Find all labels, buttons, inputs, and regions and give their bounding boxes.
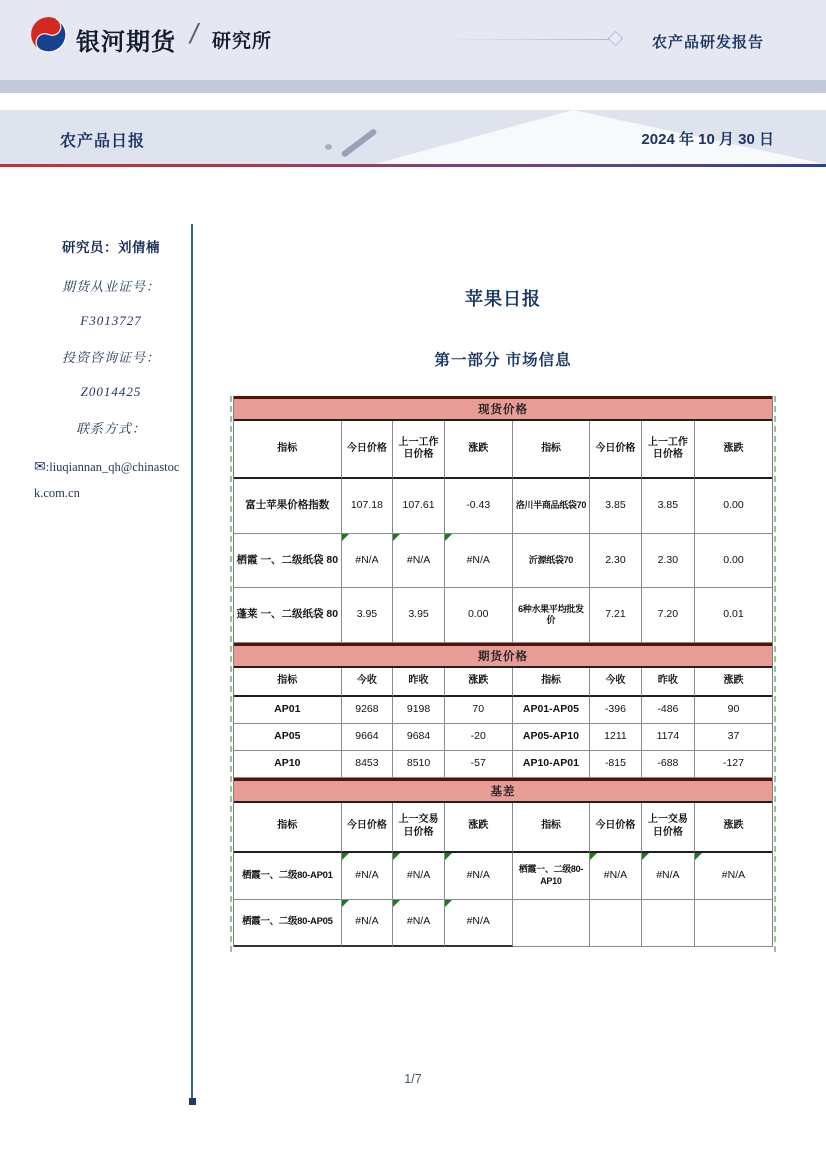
table-header-row [234,803,772,853]
table-row [234,853,772,900]
top-header [0,0,826,80]
table-cell: AP10 [234,751,342,778]
galaxy-futures-logo-icon [30,16,67,53]
table-cell: 蓬莱 一、二级纸袋 80 [234,588,342,643]
table-cell: AP05 [234,724,342,751]
researcher-name: 研究员：刘倩楠 [62,240,160,255]
table-row [234,479,772,534]
spot-price-table [234,421,772,643]
table-cell: #N/A [695,853,772,900]
futures-license-number: F3013727 [80,313,142,328]
brand-name: 银河期货 [76,29,176,56]
table-cell: 栖霞一、二级80-AP10 [513,853,590,900]
table-cell: #N/A [342,534,394,589]
table-cell: 沂源纸袋70 [513,534,590,589]
column-header: 涨跌 [445,803,513,853]
column-header: 指标 [513,668,590,697]
table-cell: #N/A [445,853,513,900]
futures-price-band: 期货价格 [234,643,772,668]
table-cell: 90 [695,697,772,724]
email-address[interactable]: liuqiannan_qh@chinastock.com.cn [34,460,180,500]
table-cell: 3.85 [590,479,642,534]
table-cell: 107.61 [393,479,445,534]
table-cell: 0.00 [695,479,772,534]
table-cell: 0.00 [445,588,513,643]
brand-dept: 研究所 [212,31,273,52]
table-header-row [234,668,772,697]
table-cell: 37 [695,724,772,751]
table-cell: 9198 [393,697,445,724]
report-type-label: 农产品研发报告 [651,34,764,51]
table-cell: 3.95 [342,588,394,643]
column-header: 今日价格 [342,421,394,479]
table-cell: #N/A [342,853,394,900]
date-band [0,110,826,164]
table-cell: -688 [642,751,695,778]
table-cell: -396 [590,697,642,724]
envelope-icon: ✉ [34,460,46,475]
table-cell: #N/A [642,853,695,900]
column-header: 今日价格 [590,421,642,479]
sidebar-divider-end [189,1098,196,1105]
table-cell: #N/A [342,900,394,947]
table-row [234,900,772,947]
column-header: 今日价格 [590,803,642,853]
column-header: 指标 [513,803,590,853]
table-cell: 栖霞一、二级80-AP05 [234,900,342,947]
market-info-table [233,396,773,947]
table-cell: #N/A [393,534,445,589]
column-header: 今日价格 [342,803,394,853]
table-row [234,697,772,724]
table-cell: 7.21 [590,588,642,643]
watermark-pencil-dot [325,144,332,150]
table-cell: #N/A [445,534,513,589]
column-header: 指标 [234,668,342,697]
table-print-edge-right [774,396,776,952]
column-header: 指标 [234,421,342,479]
researcher-sidebar [34,236,188,505]
table-row [234,588,772,643]
table-cell: 2.30 [642,534,695,589]
table-cell: -57 [445,751,513,778]
futures-price-table [234,668,772,778]
table-cell: 1174 [642,724,695,751]
table-row [234,751,772,778]
email-prefix: : [45,460,50,474]
table-cell: AP01-AP05 [513,697,590,724]
table-cell: 9684 [393,724,445,751]
table-cell: -815 [590,751,642,778]
table-cell: -127 [695,751,772,778]
futures-license-label: 期货从业证号： [61,279,160,294]
brand-divider: / [190,18,198,49]
table-cell: #N/A [445,900,513,947]
table-cell: 70 [445,697,513,724]
table-cell: 栖霞一、二级80-AP01 [234,853,342,900]
table-cell: #N/A [393,900,445,947]
decorative-diamond-icon [608,31,624,47]
table-cell [695,900,772,947]
table-cell: 7.20 [642,588,695,643]
table-cell: -0.43 [445,479,513,534]
table-cell: -486 [642,697,695,724]
column-header: 上一工作日价格 [642,421,695,479]
daily-report-title: 农产品日报 [60,133,146,150]
table-cell: 栖霞 一、二级纸袋 80 [234,534,342,589]
table-cell: 1211 [590,724,642,751]
table-row [234,724,772,751]
column-header: 今收 [590,668,642,697]
table-cell: -20 [445,724,513,751]
table-cell: 3.85 [642,479,695,534]
table-cell: AP10-AP01 [513,751,590,778]
table-cell: AP01 [234,697,342,724]
table-cell: #N/A [590,853,642,900]
column-header: 上一交易日价格 [642,803,695,853]
report-date: 2024 年 10 月 30 日 [641,131,774,148]
column-header: 指标 [513,421,590,479]
basis-band: 基差 [234,778,772,803]
table-cell: 0.00 [695,534,772,589]
email-line [34,455,188,505]
sidebar-divider [191,224,193,1098]
table-cell [590,900,642,947]
page-number: 1/7 [404,1072,422,1086]
table-cell: 0.01 [695,588,772,643]
table-cell: 富士苹果价格指数 [234,479,342,534]
column-header: 上一交易日价格 [393,803,445,853]
advisory-license-label: 投资咨询证号： [61,350,160,365]
table-cell: 9268 [342,697,394,724]
table-row [234,534,772,589]
page-title: 苹果日报 [465,289,541,309]
header-strip [0,80,826,93]
basis-table [234,803,772,947]
column-header: 指标 [234,803,342,853]
table-header-row [234,421,772,479]
table-cell: AP05-AP10 [513,724,590,751]
table-print-edge-left [230,396,232,952]
column-header: 涨跌 [695,668,772,697]
spot-price-band: 现货价格 [234,396,772,421]
watermark-pencil-icon [340,128,377,158]
column-header: 上一工作日价格 [393,421,445,479]
table-cell: 8510 [393,751,445,778]
gradient-rule [0,164,826,167]
section-title: 第一部分 市场信息 [434,352,572,369]
table-cell: 8453 [342,751,394,778]
contact-label: 联系方式： [75,421,146,436]
column-header: 涨跌 [695,803,772,853]
table-cell: 洛川半商品纸袋70 [513,479,590,534]
column-header: 昨收 [642,668,695,697]
column-header: 今收 [342,668,394,697]
table-cell: 2.30 [590,534,642,589]
table-cell: #N/A [393,853,445,900]
table-cell: 107.18 [342,479,394,534]
decorative-line [440,39,612,40]
advisory-license-number: Z0014425 [80,384,142,399]
table-cell [513,900,590,947]
table-cell: 6种水果平均批发价 [513,588,590,643]
column-header: 涨跌 [445,668,513,697]
table-cell: 3.95 [393,588,445,643]
table-cell: 9664 [342,724,394,751]
table-cell [642,900,695,947]
column-header: 涨跌 [695,421,772,479]
column-header: 涨跌 [445,421,513,479]
column-header: 昨收 [393,668,445,697]
